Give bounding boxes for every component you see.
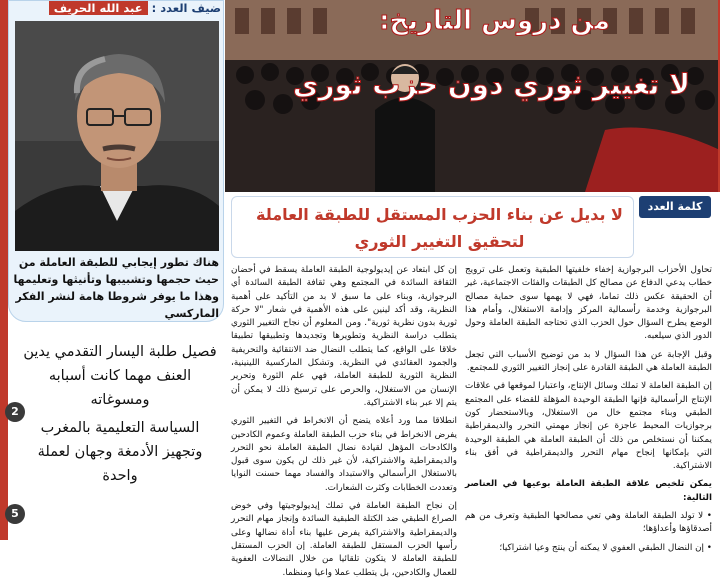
hero-title: لا تغيير ثوري دون حزب ثوري <box>292 68 690 101</box>
paragraph: يمكن تلخيص علاقة الطبقة العاملة بوعيها في العناصر التالية: <box>465 479 712 503</box>
guest-header <box>9 1 225 21</box>
guest-name: عبد الله الحريف <box>49 1 148 15</box>
article-title-line-1: لا بديل عن بناء الحزب المستقل للطبقة العاملة <box>256 205 623 224</box>
left-sidebar <box>0 0 225 540</box>
article-title <box>242 201 637 255</box>
guest-photo <box>15 21 219 251</box>
guest-label: ضيف العدد : <box>151 1 221 15</box>
page-number-badge: 5 <box>5 504 25 524</box>
headline-education-policy[interactable]: السياسة التعليمية بالمغرب وتجهيز الأدمغة وجهان لعملة واحدة <box>37 420 203 484</box>
article-title-box <box>231 196 634 258</box>
paragraph: • إن النضال الطبقي العفوي لا يمكنه أن ينتج وعيا اشتراكيا؛ <box>499 542 712 553</box>
paragraph: • لا تولد الطبقة العاملة وهي تعي مصالحها الطبقية وتعرف من هم أصدقاؤها وأعداؤها؛ <box>465 511 712 535</box>
article-title-line-2: لتحقيق التغيير الثوري <box>354 232 525 251</box>
guest-of-issue-card <box>8 0 224 322</box>
editorial-article <box>225 192 720 578</box>
paragraph: تحاول الأحزاب البرجوازية إخفاء خلفيتها الطبقية وتعمل على ترويج خطاب يدعي الدفاع عن مصالح كل الطبقات والفئات الاجتماعية، غير أن الحقيقة عكس ذلك تماما، فهي لا يهمها سوى حماية مصالح البرجوازية وخدمة رأسمالية المركز وإدامة الاستغلال، وأمام هذا الوضع يطرح السؤال حول الحزب الذي تحتاجه الطبقة العاملة وحول الدور الذي سيلعبه. <box>465 265 712 342</box>
paragraph: إن نجاح الطبقة العاملة في تملك إيديولوجيتها وفي خوض الصراع الطبقي ضد الكتلة الطبقية السائدة وإنجاز مهام التحرر والديمقراطية والاشتراكية يفرض عليها بناء أداة نضالها وعلى رأسها الحزب المستقل للطبقة العاملة. إن الحزب المستقل للطبقة العاملة لا يتكون تلقائيا من خلال النضالات العفوية للعمال والكادحين، بل يتطلب عملا واعيا ومنظما. <box>231 501 457 578</box>
paragraph: إن الطبقة العاملة لا تملك وسائل الإنتاج، واعتبارا لموقعها في علاقات الإنتاج الرأسمالية فإنها الطبقة الوحيدة المؤهلة للقضاء على المجتمع الطبقي وبناء مجتمع خال من الاستغلال، وبالاستحضار كون برجوازيات المحيط عاجزة عن إنجاز مهمتي التحرر والديمقراطية يمكننا أن نستخلص من ذلك أن الطبقة العاملة هي الطبقة الوحيدة التي بإمكانها إنجاح مهام التحرر والديمقراطية في أفق بناء الاشتراكية. <box>465 381 712 472</box>
hero-kicker: من دروس التاريخ: <box>379 6 610 36</box>
hero-photo-banner <box>225 0 720 192</box>
guest-quote: هناك تطور إيجابي للطبقة العاملة من حيث حجمها وتشبيبها وتأنيثها وتعليمها وهذا ما يوفر شروطا هامة لنشر الفكر الماركسي <box>13 256 219 320</box>
guest-portrait-image <box>15 21 219 251</box>
page-number-badge: 2 <box>5 402 25 422</box>
article-column-left <box>231 264 457 578</box>
editorial-badge: كلمة العدد <box>639 196 711 218</box>
headline-student-faction[interactable]: فصيل طلبة اليسار التقدمي يدين العنف مهما كانت أسبابه ومسوغاته <box>23 344 217 408</box>
sidebar-stripe <box>0 0 8 540</box>
paragraph: إن كل ابتعاد عن إيديولوجية الطبقة العاملة يسقط في أحضان الثقافة السائدة في المجتمع وهي ثقافة الطبقة السائدة أي البرجوازية، وبناء على ما سبق لا بد من التأكيد على أهمية النظرية، وقد أكد لينين على هذه الأهمية في شعار "لا حركة ثورية بدون نظرية ثورية". ومن المعلوم أن نجاح التغيير الثوري يتطلب دراسة النظرية وتطويرها وتجديدها وتطبيقها تطبيقا خلاقا على الواقع، كما يتطلب النضال ضد الانتقائية والتحريفية والجمود العقائدي في النظرية. وتشكل الماركسية اللينينية، النظرية الثورية للطبقة العاملة، فهي علم الثورة وتحرير الإنسان من الاستغلال، والحرص على ترسيخ ذلك لا يمكن أن يتم إلا عبر بناء الاشتراكية. <box>231 265 457 408</box>
article-column-right <box>465 264 712 553</box>
paragraph: وقبل الإجابة عن هذا السؤال لا بد من توضيح الأسباب التي تجعل الطبقة العاملة هي الطبقة القادرة على إنجاز التغيير الثوري للمجتمع. <box>465 349 712 374</box>
paragraph: انطلاقا مما ورد أعلاه يتضح أن الانخراط في التغيير الثوري يفرض الانخراط في بناء حزب الطبقة العاملة وعموم الكادحين والكادحات المؤهل لقيادة نضال الطبقة العاملة نحو التحرر والديمقراطية والاشتراكية، لأن غير ذلك لن يكون سوى قبول بالاستغلال الرأسمالي والاستبداد والفساد مهما حسنت النوايا وتعددت الخطابات وكثرت الشعارات. <box>231 416 457 493</box>
